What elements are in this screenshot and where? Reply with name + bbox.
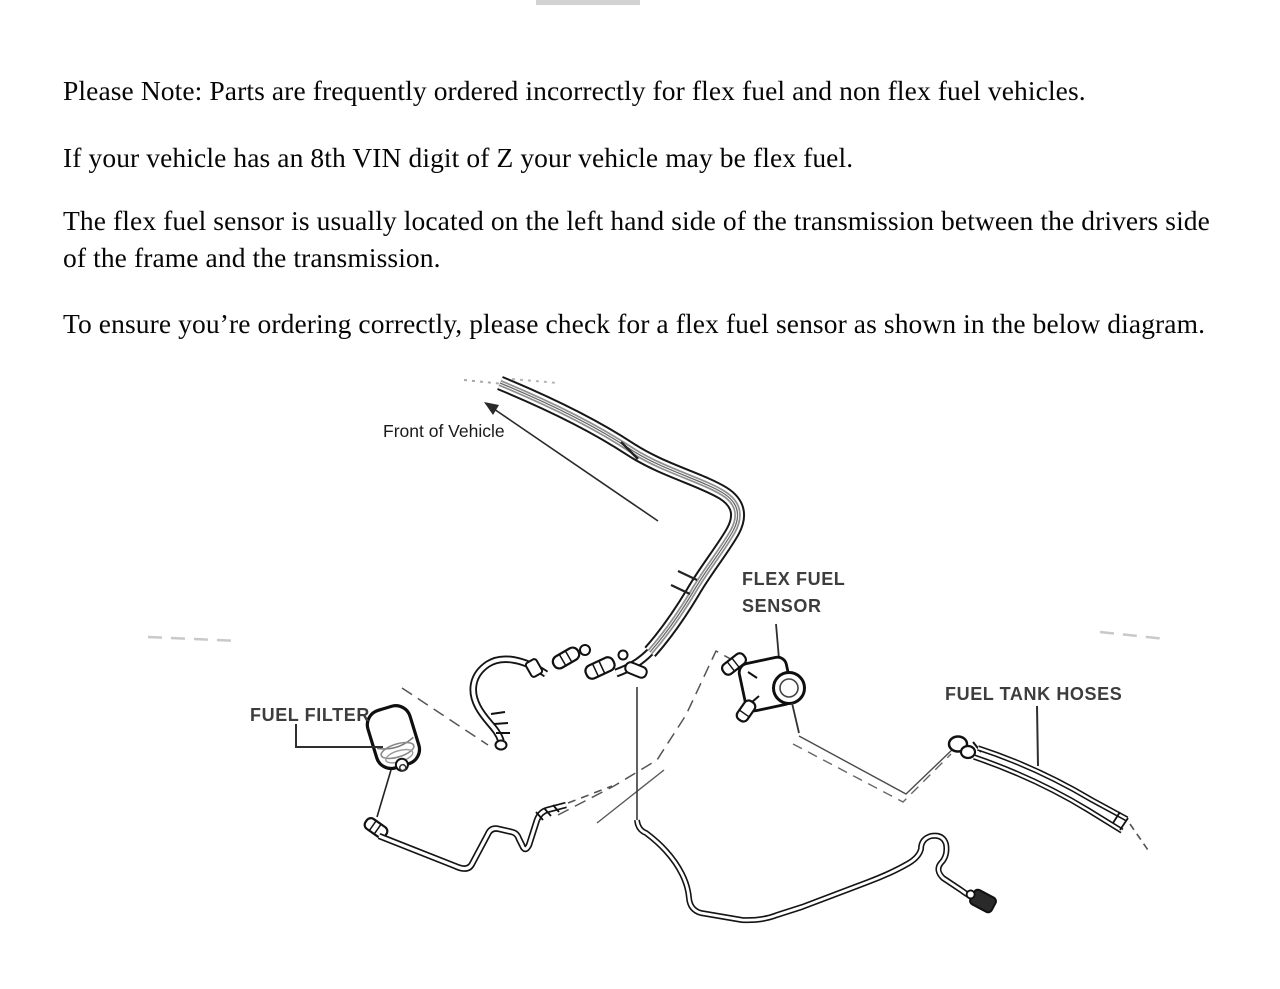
lower-hose (974, 757, 1122, 831)
junction-fittings (551, 645, 650, 681)
fuel-filter-label: FUEL FILTER (250, 705, 370, 725)
front-of-vehicle-arrowhead-icon (484, 402, 499, 415)
filter-body (364, 702, 424, 772)
frame-line (597, 770, 664, 823)
fuel-tank-hoses-label: FUEL TANK HOSES (945, 684, 1123, 704)
frame-phantom-lines (402, 651, 955, 823)
note-paragraph-3: The flex fuel sensor is usually located on the left hand side of the transmission between the drivers side of the frame and the transmission. (63, 205, 1210, 273)
fuel-filter-annotation (250, 705, 383, 747)
fuel-filter-drawing (363, 702, 425, 840)
flex-fuel-sensor-label-line1: FLEX FUEL (742, 569, 846, 589)
center-fuel-line (637, 687, 997, 920)
junction-fitting (624, 661, 649, 679)
bundle-dotted-fragment (464, 380, 504, 384)
note-paragraph-2: If your vehicle has an 8th VIN digit of Z your vehicle may be flex fuel. (63, 142, 854, 173)
rib-line (491, 712, 505, 714)
fuel-tank-hoses-drawing (949, 737, 1150, 854)
bundle-inner-lines (500, 383, 738, 652)
junction-fitting (583, 655, 616, 680)
fuel-tank-hoses-leader-line (1037, 706, 1038, 766)
frame-dash-right (1100, 632, 1166, 639)
pipe-dash-continuation (568, 786, 612, 803)
hose-dash-continuation (1130, 824, 1150, 853)
bundle-tick (678, 571, 697, 580)
frame-dash-left (148, 637, 240, 641)
fuel-line-bundle (500, 383, 738, 652)
note-paragraph-4: To ensure you’re ordering correctly, please check for a flex fuel sensor as shown in the below diagram. (63, 308, 1206, 339)
rib-line (494, 723, 508, 724)
sensor-stub-line (792, 703, 799, 733)
fitting-body (551, 645, 582, 670)
bundle-body (500, 383, 738, 652)
frame-line (799, 736, 955, 794)
hose-end-fitting (496, 741, 507, 750)
flex-fuel-sensor-annotation (742, 569, 845, 616)
fitting-body (624, 661, 649, 679)
fitting-body (583, 655, 616, 680)
fitting-cap (580, 645, 590, 655)
junction-fitting (551, 645, 582, 670)
upper-hose (978, 748, 1127, 819)
note-paragraph-1: Please Note: Parts are frequently ordered incorrectly for flex fuel and non flex fuel vehicles. (63, 75, 1086, 106)
dark-end-connector (963, 885, 997, 913)
fitting-body (735, 699, 757, 724)
left-hose (473, 658, 546, 749)
flex-fuel-sensor-drawing (720, 624, 804, 733)
bundle-dotted-fragment (512, 379, 558, 383)
fitting-cap (619, 651, 628, 660)
flex-fuel-sensor-leader-line (776, 624, 779, 659)
bundle-centerline (500, 383, 738, 652)
sensor-ring (774, 673, 805, 704)
flex-fuel-sensor-label-line2: SENSOR (742, 596, 822, 616)
front-of-vehicle-label: Front of Vehicle (383, 421, 505, 441)
front-of-vehicle-annotation (383, 402, 658, 521)
filter-outlet-line (377, 770, 391, 817)
bundle-core (500, 383, 738, 652)
bundle-outline (500, 383, 738, 652)
sensor-barb-fitting (735, 699, 757, 724)
hose-fitting (961, 746, 975, 758)
bottom-left-fuel-line (379, 786, 612, 869)
